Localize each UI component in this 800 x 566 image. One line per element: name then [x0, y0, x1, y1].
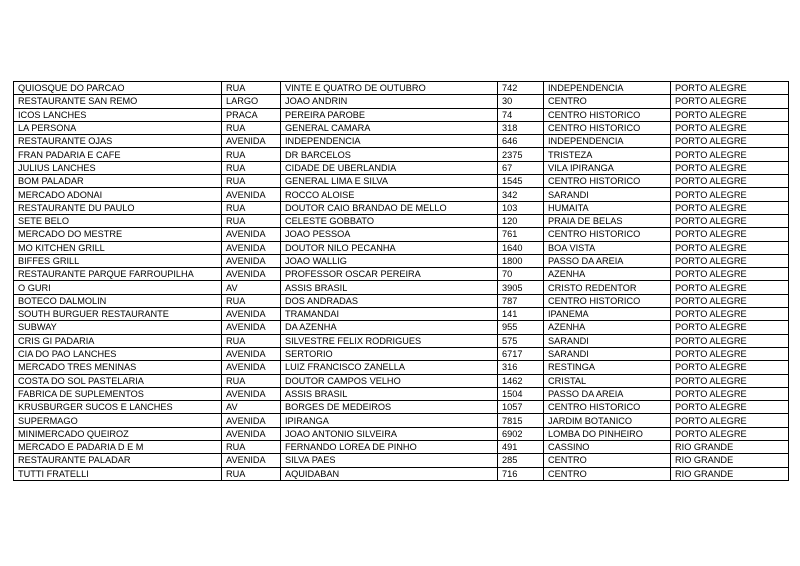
city-cell: PORTO ALEGRE — [671, 401, 789, 414]
establishment-name-cell: SUPERMAGO — [14, 414, 222, 427]
street-number-cell: 6717 — [498, 347, 544, 360]
neighborhood-cell: CENTRO HISTORICO — [544, 401, 671, 414]
street-type-cell: RUA — [222, 148, 281, 161]
city-cell: RIO GRANDE — [671, 454, 789, 467]
street-number-cell: 646 — [498, 135, 544, 148]
street-type-cell: AVENIDA — [222, 241, 281, 254]
city-cell: PORTO ALEGRE — [671, 175, 789, 188]
establishment-name-cell: RESTAURANTE DU PAULO — [14, 201, 222, 214]
city-cell: RIO GRANDE — [671, 441, 789, 454]
street-number-cell: 1545 — [498, 175, 544, 188]
table-row — [14, 135, 789, 148]
table-row — [14, 334, 789, 347]
street-number-cell: 1640 — [498, 241, 544, 254]
street-name-cell: JOAO ANTONIO SILVEIRA — [281, 427, 498, 440]
street-type-cell: AV — [222, 401, 281, 414]
table-row — [14, 387, 789, 400]
street-number-cell: 1504 — [498, 387, 544, 400]
neighborhood-cell: SARANDI — [544, 334, 671, 347]
city-cell: PORTO ALEGRE — [671, 108, 789, 121]
neighborhood-cell: INDEPENDENCIA — [544, 82, 671, 95]
establishment-name-cell: MERCADO DO MESTRE — [14, 228, 222, 241]
street-name-cell: INDEPENDENCIA — [281, 135, 498, 148]
street-number-cell: 285 — [498, 454, 544, 467]
street-name-cell: CELESTE GOBBATO — [281, 214, 498, 227]
table-row — [14, 241, 789, 254]
city-cell: PORTO ALEGRE — [671, 374, 789, 387]
street-number-cell: 787 — [498, 294, 544, 307]
street-number-cell: 120 — [498, 214, 544, 227]
city-cell: PORTO ALEGRE — [671, 321, 789, 334]
street-number-cell: 575 — [498, 334, 544, 347]
street-type-cell: AVENIDA — [222, 347, 281, 360]
street-number-cell: 761 — [498, 228, 544, 241]
city-cell: PORTO ALEGRE — [671, 294, 789, 307]
neighborhood-cell: HUMAITA — [544, 201, 671, 214]
table-row — [14, 454, 789, 467]
establishment-name-cell: MINIMERCADO QUEIROZ — [14, 427, 222, 440]
neighborhood-cell: PASSO DA AREIA — [544, 254, 671, 267]
table-row — [14, 201, 789, 214]
street-name-cell: FERNANDO LOREA DE PINHO — [281, 441, 498, 454]
street-name-cell: ROCCO ALOISE — [281, 188, 498, 201]
neighborhood-cell: SARANDI — [544, 188, 671, 201]
street-number-cell: 74 — [498, 108, 544, 121]
city-cell: PORTO ALEGRE — [671, 308, 789, 321]
table-row — [14, 401, 789, 414]
street-name-cell: DOUTOR NILO PECANHA — [281, 241, 498, 254]
establishment-name-cell: LA PERSONA — [14, 121, 222, 134]
establishment-name-cell: O GURI — [14, 281, 222, 294]
establishment-name-cell: SOUTH BURGUER RESTAURANTE — [14, 308, 222, 321]
establishment-name-cell: BIFFES GRILL — [14, 254, 222, 267]
table-row — [14, 441, 789, 454]
street-number-cell: 342 — [498, 188, 544, 201]
street-number-cell: 716 — [498, 467, 544, 480]
establishment-name-cell: CIA DO PAO LANCHES — [14, 347, 222, 360]
street-number-cell: 1800 — [498, 254, 544, 267]
table-row — [14, 374, 789, 387]
street-type-cell: RUA — [222, 214, 281, 227]
street-name-cell: GENERAL CAMARA — [281, 121, 498, 134]
neighborhood-cell: SARANDI — [544, 347, 671, 360]
city-cell: PORTO ALEGRE — [671, 414, 789, 427]
table-row — [14, 175, 789, 188]
street-type-cell: RUA — [222, 334, 281, 347]
establishment-name-cell: MERCADO ADONAI — [14, 188, 222, 201]
street-number-cell: 7815 — [498, 414, 544, 427]
street-name-cell: SILVESTRE FELIX RODRIGUES — [281, 334, 498, 347]
establishment-name-cell: FRAN PADARIA E CAFE — [14, 148, 222, 161]
city-cell: PORTO ALEGRE — [671, 268, 789, 281]
street-name-cell: JOAO ANDRIN — [281, 95, 498, 108]
table-row — [14, 321, 789, 334]
establishment-name-cell: BOM PALADAR — [14, 175, 222, 188]
establishment-name-cell: ICOS LANCHES — [14, 108, 222, 121]
table-row — [14, 281, 789, 294]
table-row — [14, 347, 789, 360]
table-row — [14, 467, 789, 480]
table-row — [14, 148, 789, 161]
establishment-name-cell: FABRICA DE SUPLEMENTOS — [14, 387, 222, 400]
street-name-cell: TRAMANDAI — [281, 308, 498, 321]
street-number-cell: 491 — [498, 441, 544, 454]
street-name-cell: SERTORIO — [281, 347, 498, 360]
neighborhood-cell: INDEPENDENCIA — [544, 135, 671, 148]
city-cell: PORTO ALEGRE — [671, 427, 789, 440]
neighborhood-cell: TRISTEZA — [544, 148, 671, 161]
street-number-cell: 70 — [498, 268, 544, 281]
neighborhood-cell: CASSINO — [544, 441, 671, 454]
street-name-cell: JOAO PESSOA — [281, 228, 498, 241]
establishment-name-cell: SETE BELO — [14, 214, 222, 227]
street-name-cell: DR BARCELOS — [281, 148, 498, 161]
neighborhood-cell: CENTRO — [544, 454, 671, 467]
table-row — [14, 95, 789, 108]
table-row — [14, 414, 789, 427]
table-row — [14, 82, 789, 95]
table-row — [14, 254, 789, 267]
establishment-name-cell: RESTAURANTE PARQUE FARROUPILHA — [14, 268, 222, 281]
table-row — [14, 361, 789, 374]
street-name-cell: JOAO WALLIG — [281, 254, 498, 267]
street-number-cell: 141 — [498, 308, 544, 321]
street-name-cell: DOUTOR CAIO BRANDAO DE MELLO — [281, 201, 498, 214]
table-row — [14, 268, 789, 281]
street-type-cell: AVENIDA — [222, 454, 281, 467]
table-row — [14, 228, 789, 241]
neighborhood-cell: CENTRO HISTORICO — [544, 294, 671, 307]
street-number-cell: 742 — [498, 82, 544, 95]
street-number-cell: 955 — [498, 321, 544, 334]
table-row — [14, 188, 789, 201]
street-type-cell: AVENIDA — [222, 414, 281, 427]
street-type-cell: RUA — [222, 161, 281, 174]
neighborhood-cell: CRISTAL — [544, 374, 671, 387]
table-row — [14, 121, 789, 134]
establishment-name-cell: CRIS GI PADARIA — [14, 334, 222, 347]
street-name-cell: DA AZENHA — [281, 321, 498, 334]
street-number-cell: 2375 — [498, 148, 544, 161]
street-number-cell: 1462 — [498, 374, 544, 387]
city-cell: PORTO ALEGRE — [671, 361, 789, 374]
city-cell: PORTO ALEGRE — [671, 347, 789, 360]
street-type-cell: AVENIDA — [222, 321, 281, 334]
table-body — [14, 82, 789, 481]
neighborhood-cell: CENTRO HISTORICO — [544, 121, 671, 134]
neighborhood-cell: CRISTO REDENTOR — [544, 281, 671, 294]
street-name-cell: IPIRANGA — [281, 414, 498, 427]
street-type-cell: AV — [222, 281, 281, 294]
street-type-cell: RUA — [222, 374, 281, 387]
city-cell: PORTO ALEGRE — [671, 161, 789, 174]
city-cell: PORTO ALEGRE — [671, 201, 789, 214]
city-cell: PORTO ALEGRE — [671, 281, 789, 294]
establishment-name-cell: KRUSBURGER SUCOS E LANCHES — [14, 401, 222, 414]
city-cell: PORTO ALEGRE — [671, 334, 789, 347]
street-type-cell: RUA — [222, 121, 281, 134]
table-row — [14, 214, 789, 227]
street-name-cell: AQUIDABAN — [281, 467, 498, 480]
neighborhood-cell: VILA IPIRANGA — [544, 161, 671, 174]
street-name-cell: DOS ANDRADAS — [281, 294, 498, 307]
street-type-cell: RUA — [222, 441, 281, 454]
neighborhood-cell: LOMBA DO PINHEIRO — [544, 427, 671, 440]
establishment-name-cell: RESTAURANTE PALADAR — [14, 454, 222, 467]
city-cell: PORTO ALEGRE — [671, 135, 789, 148]
establishment-name-cell: RESTAURANTE SAN REMO — [14, 95, 222, 108]
city-cell: PORTO ALEGRE — [671, 241, 789, 254]
neighborhood-cell: CENTRO HISTORICO — [544, 175, 671, 188]
street-name-cell: ASSIS BRASIL — [281, 387, 498, 400]
city-cell: PORTO ALEGRE — [671, 387, 789, 400]
city-cell: PORTO ALEGRE — [671, 228, 789, 241]
street-name-cell: CIDADE DE UBERLANDIA — [281, 161, 498, 174]
neighborhood-cell: CENTRO HISTORICO — [544, 108, 671, 121]
establishment-name-cell: RESTAURANTE OJAS — [14, 135, 222, 148]
city-cell: PORTO ALEGRE — [671, 188, 789, 201]
establishments-table — [13, 81, 789, 481]
street-name-cell: SILVA PAES — [281, 454, 498, 467]
establishment-name-cell: COSTA DO SOL PASTELARIA — [14, 374, 222, 387]
city-cell: PORTO ALEGRE — [671, 82, 789, 95]
street-name-cell: ASSIS BRASIL — [281, 281, 498, 294]
neighborhood-cell: CENTRO — [544, 95, 671, 108]
city-cell: RIO GRANDE — [671, 467, 789, 480]
establishment-name-cell: QUIOSQUE DO PARCAO — [14, 82, 222, 95]
street-type-cell: AVENIDA — [222, 308, 281, 321]
street-number-cell: 30 — [498, 95, 544, 108]
table-row — [14, 427, 789, 440]
street-number-cell: 316 — [498, 361, 544, 374]
city-cell: PORTO ALEGRE — [671, 95, 789, 108]
street-name-cell: PEREIRA PAROBE — [281, 108, 498, 121]
street-number-cell: 318 — [498, 121, 544, 134]
street-type-cell: RUA — [222, 82, 281, 95]
street-type-cell: AVENIDA — [222, 135, 281, 148]
table-row — [14, 308, 789, 321]
street-type-cell: RUA — [222, 467, 281, 480]
neighborhood-cell: PASSO DA AREIA — [544, 387, 671, 400]
street-type-cell: AVENIDA — [222, 188, 281, 201]
neighborhood-cell: BOA VISTA — [544, 241, 671, 254]
neighborhood-cell: PRAIA DE BELAS — [544, 214, 671, 227]
neighborhood-cell: CENTRO HISTORICO — [544, 228, 671, 241]
street-type-cell: RUA — [222, 175, 281, 188]
table-row — [14, 161, 789, 174]
street-type-cell: AVENIDA — [222, 361, 281, 374]
city-cell: PORTO ALEGRE — [671, 254, 789, 267]
street-type-cell: AVENIDA — [222, 254, 281, 267]
table-row — [14, 108, 789, 121]
street-type-cell: RUA — [222, 201, 281, 214]
neighborhood-cell: AZENHA — [544, 268, 671, 281]
street-type-cell: RUA — [222, 294, 281, 307]
street-number-cell: 67 — [498, 161, 544, 174]
street-name-cell: VINTE E QUATRO DE OUTUBRO — [281, 82, 498, 95]
neighborhood-cell: JARDIM BOTANICO — [544, 414, 671, 427]
street-number-cell: 3905 — [498, 281, 544, 294]
street-name-cell: LUIZ FRANCISCO ZANELLA — [281, 361, 498, 374]
city-cell: PORTO ALEGRE — [671, 214, 789, 227]
neighborhood-cell: RESTINGA — [544, 361, 671, 374]
street-number-cell: 1057 — [498, 401, 544, 414]
establishment-name-cell: MERCADO TRES MENINAS — [14, 361, 222, 374]
establishment-name-cell: SUBWAY — [14, 321, 222, 334]
street-number-cell: 103 — [498, 201, 544, 214]
establishment-name-cell: TUTTI FRATELLI — [14, 467, 222, 480]
street-name-cell: GENERAL LIMA E SILVA — [281, 175, 498, 188]
neighborhood-cell: AZENHA — [544, 321, 671, 334]
street-type-cell: AVENIDA — [222, 268, 281, 281]
city-cell: PORTO ALEGRE — [671, 121, 789, 134]
street-type-cell: LARGO — [222, 95, 281, 108]
street-number-cell: 6902 — [498, 427, 544, 440]
establishment-name-cell: BOTECO DALMOLIN — [14, 294, 222, 307]
street-type-cell: PRACA — [222, 108, 281, 121]
street-name-cell: DOUTOR CAMPOS VELHO — [281, 374, 498, 387]
establishment-name-cell: MO KITCHEN GRILL — [14, 241, 222, 254]
establishment-name-cell: JULIUS LANCHES — [14, 161, 222, 174]
neighborhood-cell: CENTRO — [544, 467, 671, 480]
street-type-cell: AVENIDA — [222, 228, 281, 241]
establishment-name-cell: MERCADO E PADARIA D E M — [14, 441, 222, 454]
city-cell: PORTO ALEGRE — [671, 148, 789, 161]
table-row — [14, 294, 789, 307]
street-type-cell: AVENIDA — [222, 427, 281, 440]
street-name-cell: PROFESSOR OSCAR PEREIRA — [281, 268, 498, 281]
street-name-cell: BORGES DE MEDEIROS — [281, 401, 498, 414]
neighborhood-cell: IPANEMA — [544, 308, 671, 321]
street-type-cell: AVENIDA — [222, 387, 281, 400]
